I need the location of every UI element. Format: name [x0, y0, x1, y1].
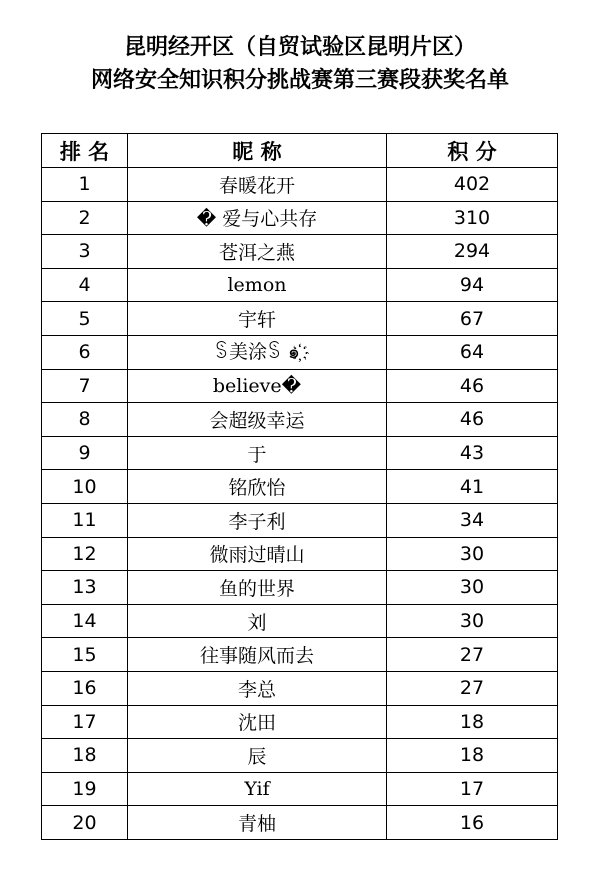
nickname-cell: 微雨过晴山	[128, 537, 387, 571]
rank-cell: 15	[42, 638, 128, 672]
score-cell: 41	[387, 470, 558, 504]
table-row	[42, 403, 558, 437]
table-row	[42, 436, 558, 470]
nickname-cell: 宇轩	[128, 302, 387, 336]
nickname-cell: ꌗ美涂ꌗ ๑҉	[128, 335, 387, 369]
nickname-cell: 辰	[128, 739, 387, 773]
score-cell: 30	[387, 571, 558, 605]
rank-cell: 3	[42, 235, 128, 269]
score-cell: 34	[387, 503, 558, 537]
score-cell: 30	[387, 537, 558, 571]
rank-cell: 12	[42, 537, 128, 571]
table-row	[42, 470, 558, 504]
rank-cell: 7	[42, 369, 128, 403]
nickname-cell: � 爱与心共存	[128, 201, 387, 235]
rank-cell: 19	[42, 772, 128, 806]
score-cell: 30	[387, 604, 558, 638]
rank-cell: 1	[42, 168, 128, 202]
table-row	[42, 335, 558, 369]
nickname-cell: 铭欣怡	[128, 470, 387, 504]
score-cell: 27	[387, 671, 558, 705]
table-row	[42, 369, 558, 403]
header-nickname: 昵 称	[128, 134, 387, 168]
table-row	[42, 671, 558, 705]
nickname-cell: 会超级幸运	[128, 403, 387, 437]
score-cell: 18	[387, 739, 558, 773]
nickname-cell: 往事随风而去	[128, 638, 387, 672]
rank-cell: 17	[42, 705, 128, 739]
nickname-cell: Yif	[128, 772, 387, 806]
rank-cell: 9	[42, 436, 128, 470]
rank-cell: 18	[42, 739, 128, 773]
score-cell: 46	[387, 403, 558, 437]
table-row	[42, 806, 558, 840]
rank-cell: 6	[42, 335, 128, 369]
nickname-cell: 鱼的世界	[128, 571, 387, 605]
nickname-cell: 李子利	[128, 503, 387, 537]
nickname-cell: 苍洱之燕	[128, 235, 387, 269]
rank-cell: 13	[42, 571, 128, 605]
rank-cell: 5	[42, 302, 128, 336]
rank-cell: 10	[42, 470, 128, 504]
table-row	[42, 268, 558, 302]
nickname-cell: 沈田	[128, 705, 387, 739]
document-title-line-2: 网络安全知识积分挑战赛第三赛段获奖名单	[90, 67, 509, 93]
rank-cell: 14	[42, 604, 128, 638]
nickname-cell: 于	[128, 436, 387, 470]
table-row	[42, 571, 558, 605]
table-row	[42, 201, 558, 235]
score-cell: 94	[387, 268, 558, 302]
table-row	[42, 503, 558, 537]
score-cell: 16	[387, 806, 558, 840]
nickname-cell: 春暖花开	[128, 168, 387, 202]
rank-cell: 20	[42, 806, 128, 840]
score-cell: 294	[387, 235, 558, 269]
header-rank: 排 名	[42, 134, 128, 168]
nickname-cell: believe�	[128, 369, 387, 403]
winners-table	[41, 133, 558, 840]
rank-cell: 2	[42, 201, 128, 235]
nickname-cell: 刘	[128, 604, 387, 638]
rank-cell: 16	[42, 671, 128, 705]
nickname-cell: 李总	[128, 671, 387, 705]
table-row	[42, 537, 558, 571]
score-cell: 17	[387, 772, 558, 806]
table-row	[42, 638, 558, 672]
table-row	[42, 739, 558, 773]
nickname-cell: 青柚	[128, 806, 387, 840]
score-cell: 18	[387, 705, 558, 739]
table-body	[42, 168, 558, 840]
nickname-cell: lemon	[128, 268, 387, 302]
rank-cell: 4	[42, 268, 128, 302]
table-row	[42, 168, 558, 202]
score-cell: 46	[387, 369, 558, 403]
table-header-row	[42, 134, 558, 168]
table-row	[42, 772, 558, 806]
score-cell: 402	[387, 168, 558, 202]
table-row	[42, 235, 558, 269]
table-row	[42, 604, 558, 638]
score-cell: 67	[387, 302, 558, 336]
rank-cell: 8	[42, 403, 128, 437]
rank-cell: 11	[42, 503, 128, 537]
score-cell: 64	[387, 335, 558, 369]
table-row	[42, 302, 558, 336]
score-cell: 310	[387, 201, 558, 235]
document-title-line-1: 昆明经开区（自贸试验区昆明片区）	[123, 34, 476, 60]
header-score: 积 分	[387, 134, 558, 168]
score-cell: 43	[387, 436, 558, 470]
table-row	[42, 705, 558, 739]
score-cell: 27	[387, 638, 558, 672]
